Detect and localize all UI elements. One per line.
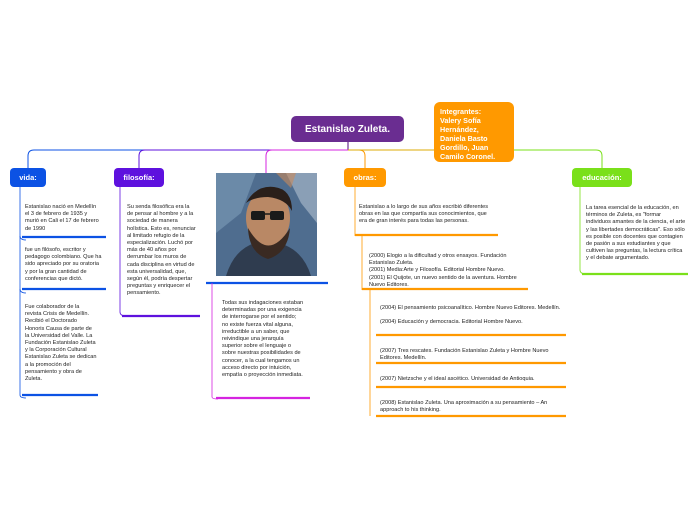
central-topic[interactable] <box>291 116 404 142</box>
educacion-text[interactable]: La tarea esencial de la educación, en términos de Zuleta, es "formar individuos amantes de la ciencia, el arte y las libertades democráticas". Eso sólo es posible con docentes que contagien de pasión a sus estudiantes y que cultiven las preguntas, la lectura crítica y el debate argumentado. <box>586 205 686 262</box>
topic-vida[interactable] <box>10 168 46 187</box>
topic-filosofia[interactable] <box>114 168 164 187</box>
filosofia-text[interactable]: Su senda filosófica era la de pensar al hombre y a la sociedad de manera holística. Esto es, renunciar al limitado refugio de la especialización. Luchó por más de 40 años por derrumbar los muros de cada disciplina en virtud de esta universalidad, que, según él, podría despertar preguntas y enriquecer el pensamiento. <box>127 204 196 297</box>
obras-intro[interactable]: Estanislao a lo largo de sus años escribió diferentes obras en las que compartía sus conocimientos, que era de gran interés para todas las personas. <box>359 204 489 225</box>
topic-vida-label: vida: <box>19 173 37 182</box>
obras-item-2[interactable]: (2007) Tres rescates. Fundación Estanislao Zuleta y Hombre Nuevo Editores. Medellín. <box>380 348 549 362</box>
obras-group[interactable]: (2000) Elogio a la dificultad y otros ensayos. Fundación Estanislao Zuleta. (2001) Media:Arte y Filosofía. Editorial Hombre Nuevo. (2001) El Quijote, un nuevo sentido de la aventura. Hombre Nuevo Editores. <box>369 253 517 288</box>
connector-obras <box>348 150 365 168</box>
topic-obras[interactable] <box>344 168 386 187</box>
topic-educacion[interactable] <box>572 168 632 187</box>
imagen-text[interactable]: Todas sus indagaciones estaban determinadas por una exigencia de interrogarse por el sentido; no existe fuerza vital alguna, irreductible a un saber, que reivindique una jerarquía superior sobre el lenguaje o sobre nuestras posibilidades de conocer, a la cual tengamos un acceso directo por intuición, empatía o proyección inmediata. <box>222 300 304 379</box>
obras-item-4[interactable]: (2008) Estanislao Zuleta. Una aproximación a su pensamiento – An approach to his thinking. <box>380 400 548 414</box>
topic-filosofia-label: filosofía: <box>123 173 155 182</box>
central-topic-label: Estanislao Zuleta. <box>304 123 391 135</box>
integrantes-label: Integrantes: Valery Sofía Hernández, Daniela Basto Gordillo, Juan Camilo Coronel. <box>440 107 496 161</box>
connector-vida <box>28 150 348 168</box>
connector-filosofia <box>139 150 348 168</box>
topic-obras-label: obras: <box>353 173 377 182</box>
obras-item-1[interactable]: (2004) El pensamiento psicoanalítico. Hombre Nuevo Editores. Medellín. (2004) Educación y democracia. Editorial Hombre Nuevo. <box>380 305 561 326</box>
connector-imagen <box>266 150 348 173</box>
portrait-drawing <box>216 173 317 276</box>
vida-item-2[interactable]: fue un filósofo, escritor y pedagogo colombiano. Que ha sido apreciado por su oratoria y por la gran cantidad de conferencias que dictó. <box>25 247 102 282</box>
obras-item-3[interactable]: (2007) Nietzsche y el ideal ascético. Universidad de Antioquia. <box>380 376 535 382</box>
portrait-image[interactable] <box>216 173 317 276</box>
vida-item-1[interactable]: Estanislao nació en Medellín el 3 de febrero de 1935 y murió en Cali el 17 de febrero de 1990 <box>25 204 99 232</box>
vida-item-3[interactable]: Fue colaborador de la revista Crisis de Medellín. Recibió el Doctorado Honoris Causa de parte de la Universidad del Valle. La Fundación Estanislao Zuleta y la Corporación Cultural Estanislao Zuleta se dedican a la promoción del pensamiento y obra de Zuleta. <box>25 304 97 383</box>
topic-educacion-label: educación: <box>582 173 622 182</box>
integrantes-box[interactable] <box>434 102 514 162</box>
